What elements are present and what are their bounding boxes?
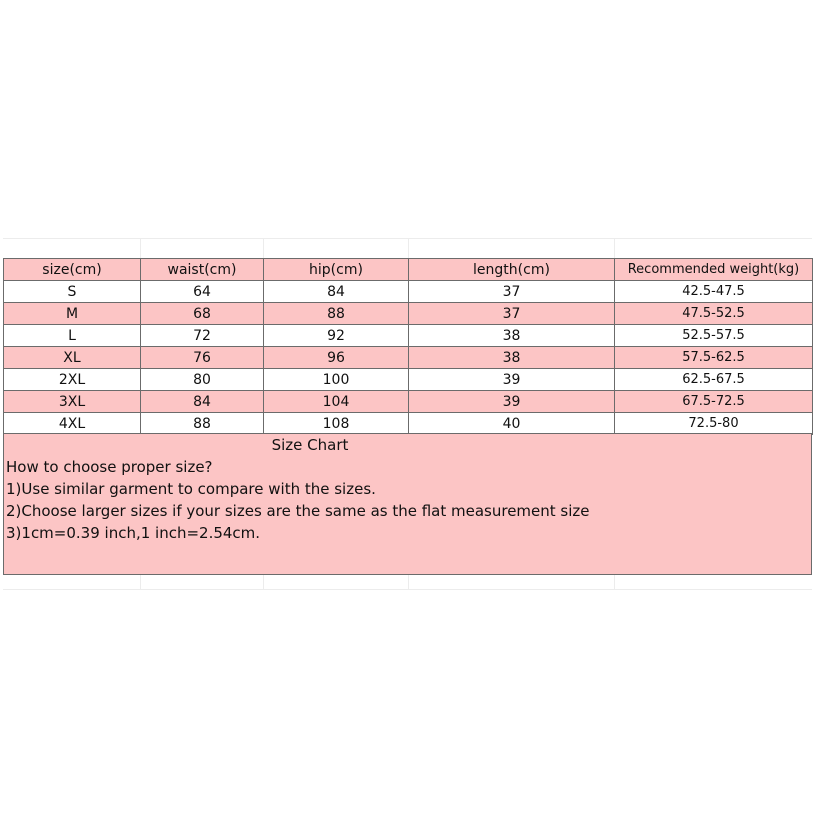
size-chart-table	[3, 258, 813, 435]
cell-waist: 68	[141, 303, 264, 325]
size-notes-box	[3, 433, 812, 575]
cell-size: 3XL	[4, 391, 141, 413]
note-line: 3)1cm=0.39 inch,1 inch=2.54cm.	[6, 524, 261, 542]
cell-weight: 52.5-57.5	[615, 325, 813, 347]
cell-waist: 80	[141, 369, 264, 391]
cell-length: 37	[409, 281, 615, 303]
cell-size: XL	[4, 347, 141, 369]
table-row	[4, 281, 813, 303]
cell-waist: 76	[141, 347, 264, 369]
cell-size: M	[4, 303, 141, 325]
note-line: 1)Use similar garment to compare with the sizes.	[6, 480, 376, 498]
header-size: size(cm)	[4, 259, 141, 281]
table-row	[4, 347, 813, 369]
cell-length: 39	[409, 391, 615, 413]
cell-waist: 88	[141, 413, 264, 435]
cell-length: 38	[409, 347, 615, 369]
cell-hip: 92	[264, 325, 409, 347]
note-line: How to choose proper size?	[6, 458, 213, 476]
cell-weight: 62.5-67.5	[615, 369, 813, 391]
header-weight: Recommended weight(kg)	[615, 259, 813, 281]
cell-waist: 84	[141, 391, 264, 413]
cell-hip: 84	[264, 281, 409, 303]
cell-weight: 47.5-52.5	[615, 303, 813, 325]
table-row	[4, 413, 813, 435]
sheet-gridline	[3, 589, 812, 590]
header-waist: waist(cm)	[141, 259, 264, 281]
cell-waist: 64	[141, 281, 264, 303]
cell-length: 38	[409, 325, 615, 347]
header-hip: hip(cm)	[264, 259, 409, 281]
cell-size: 2XL	[4, 369, 141, 391]
cell-length: 40	[409, 413, 615, 435]
cell-length: 37	[409, 303, 615, 325]
cell-waist: 72	[141, 325, 264, 347]
cell-hip: 88	[264, 303, 409, 325]
table-header-row	[4, 259, 813, 281]
cell-weight: 72.5-80	[615, 413, 813, 435]
table-row	[4, 391, 813, 413]
cell-hip: 100	[264, 369, 409, 391]
table-row	[4, 325, 813, 347]
cell-weight: 57.5-62.5	[615, 347, 813, 369]
cell-hip: 108	[264, 413, 409, 435]
cell-size: 4XL	[4, 413, 141, 435]
cell-size: S	[4, 281, 141, 303]
cell-weight: 42.5-47.5	[615, 281, 813, 303]
note-line: 2)Choose larger sizes if your sizes are the same as the flat measurement size	[6, 502, 590, 520]
cell-hip: 96	[264, 347, 409, 369]
cell-size: L	[4, 325, 141, 347]
cell-length: 39	[409, 369, 615, 391]
sheet-gridline	[3, 238, 812, 239]
cell-hip: 104	[264, 391, 409, 413]
cell-weight: 67.5-72.5	[615, 391, 813, 413]
table-row	[4, 369, 813, 391]
header-length: length(cm)	[409, 259, 615, 281]
table-row	[4, 303, 813, 325]
notes-title: Size Chart	[271, 436, 349, 454]
